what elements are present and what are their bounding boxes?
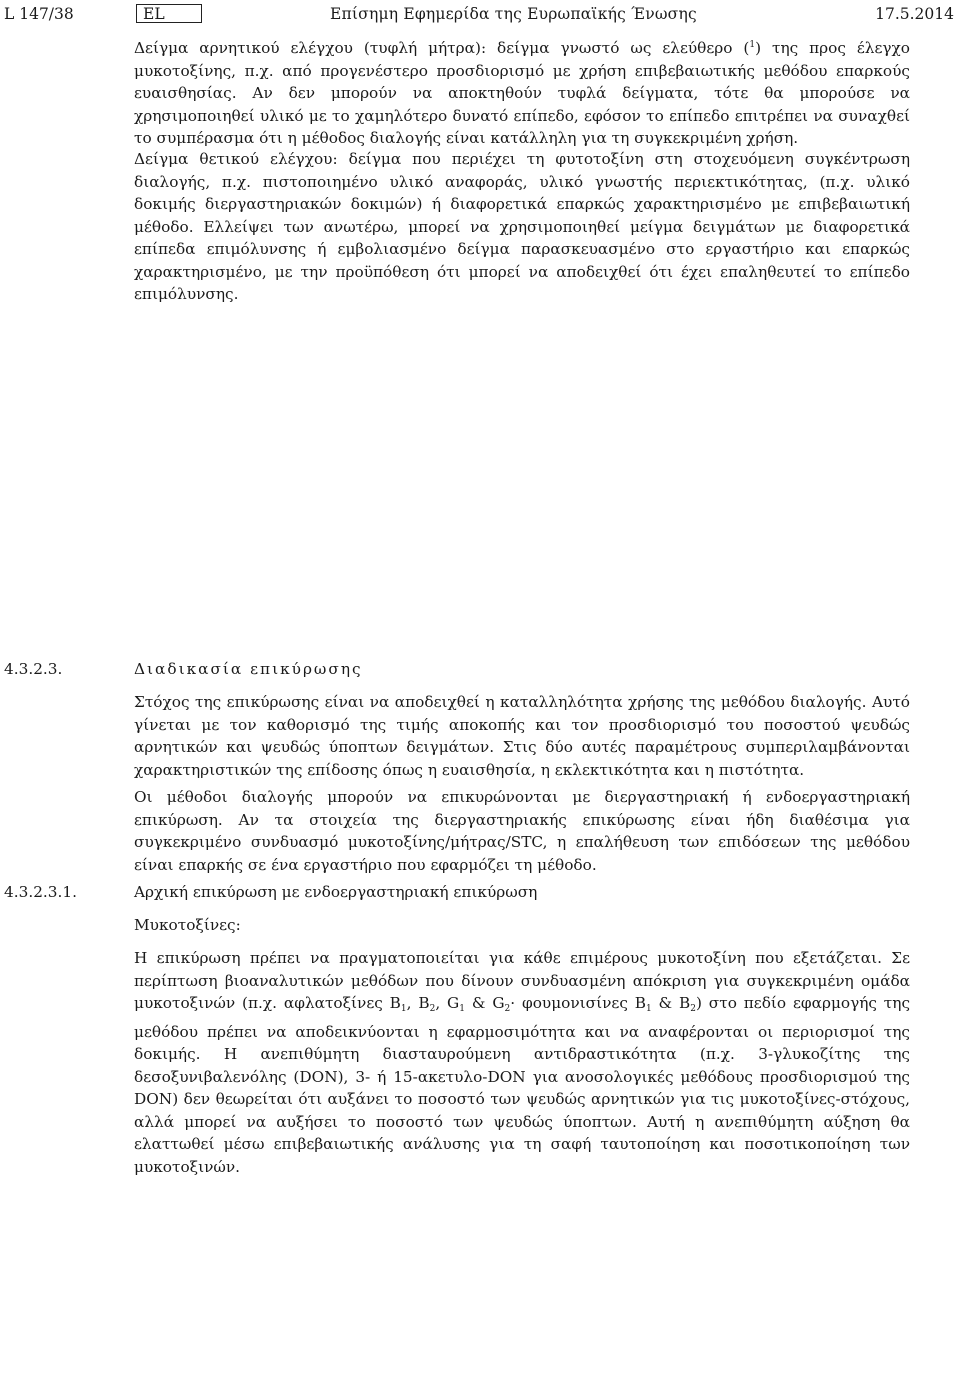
page-reference: L 147/38: [4, 5, 74, 23]
page-header: [4, 0, 956, 28]
section-title-4-3-2-3-1: Αρχική επικύρωση με ενδοεργαστηριακή επικύρωση: [134, 883, 538, 901]
mycotoxins-paragraph: Η επικύρωση πρέπει να πραγματοποιείται για κάθε επιμέρους μυκοτοξίνη που εξετάζεται. Σε περίπτωση βιοαναλυτικών μεθόδων που δίνουν συνδυασμένη απόκριση για συγκεκριμένη ομάδα μυκοτοξινών (π.χ. αφλατοξίνες $B_1$, $B_2$, $G_1$ & $G_2\cdot \varphi o\upsilon\mu o\nu\iota\sigma ί\nu\varepsilon\varsigma$ $B_1$ & $B_2$) στο πεδίο εφαρμογής της μεθόδου πρέπει να αποδεικνύονται η εφαρμοσιμότητα και να αναφέρονται οι περιορισμοί της δοκιμής. Η ανεπιθύμητη διασταυρούμενη αντιδραστικότητα (π.χ. 3-γλυκοζίτης της δεσοξυνιβαλενόλης (DON), 3- ή 15-ακετυλο-DON για ανοσολογικές μεθόδους προσδιορισμού της DON) δεν θεωρείται ότι αυξάνει το ποσοστό των ψευδώς αρνητικών για τις μυκοτοξίνες-στόχους, αλλά μπορεί να αυξήσει το ποσοστό των ψευδώς ύποπτων. Αυτή η ανεπιθύμητη αύξηση θα ελαττωθεί μέσω επιβεβαιωτικής ανάλυσης για τη σαφή ταυτοποίηση και ποσοτικοποίηση των μυκοτοξινών.: [134, 949, 911, 1176]
footnote-ref[interactable]: 1: [749, 40, 756, 50]
journal-title: Επίσημη Εφημερίδα της Ευρωπαϊκής Ένωσης: [330, 5, 697, 23]
section-title-4-3-2-3: Διαδικασία επικύρωσης: [134, 660, 363, 678]
publication-date: 17.5.2014: [875, 5, 954, 23]
section-number-4-3-2-3-1: 4.3.2.3.1.: [4, 883, 77, 901]
language-box: EL: [136, 4, 202, 23]
validation-methods-paragraph: Οι μέθοδοι διαλογής μπορούν να επικυρώνονται με διεργαστηριακή ή ενδοεργαστηριακή επικύρωση. Αν τα στοιχεία της διεργαστηριακής επικύρωσης είναι ήδη διαθέσιμα για συγκεκριμένο συνδυασμό μυκοτοξίνης/μήτρας/STC, η επαλήθευση των επιδόσεων της μεθόδου είναι επαρκής σε ένα εργαστήριο που εφαρμόζει τη μέθοδο.: [134, 788, 910, 874]
negative-control-text: Δείγμα αρνητικού ελέγχου (τυφλή μήτρα): δείγμα γνωστό ως ελεύθερο (: [134, 39, 750, 57]
negative-control-paragraph: [134, 34, 910, 150]
positive-control-paragraph: Δείγμα θετικού ελέγχου: δείγμα που περιέχει τη φυτοτοξίνη στη στοχευόμενη συγκέντρωση διαλογής, π.χ. πιστοποιημένο υλικό αναφοράς, υλικό γνωστής περιεκτικότητας, (π.χ. υλικό δοκιμής διεργαστηριακών δοκιμών) ή διαφορετικά επαρκώς χαρακτηρισμένο με επιβεβαιωτική μέθοδο. Ελλείψει των ανωτέρω, μπορεί να χρησιμοποιηθεί μείγμα δειγμάτων με διαφορετικά επίπεδα επιμόλυνσης ή εμβολιασμένο δείγμα παρασκευασμένο στο εργαστήριο και επαρκώς χαρακτηρισμένο, με την προϋπόθεση ότι μπορεί να αποδειχθεί ότι έχει επαληθευτεί το επίπεδο επιμόλυνσης.: [134, 150, 910, 303]
mycotoxins-label: Μυκοτοξίνες:: [134, 916, 241, 934]
section-number-4-3-2-3: 4.3.2.3.: [4, 660, 63, 678]
validation-purpose-paragraph: Στόχος της επικύρωσης είναι να αποδειχθεί η καταλληλότητα χρήσης της μεθόδου διαλογής. Αυτό γίνεται με τον καθορισμό της τιμής αποκοπής και τον προσδιορισμό του ποσοστού ψευδώς αρνητικών και ψευδώς ύποπτων δειγμάτων. Στις δύο αυτές παραμέτρους συμπεριλαμβάνονται χαρακτηριστικών της επίδοσης όπως η ευαισθησία, η εκλεκτικότητα και η πιστότητα.: [134, 693, 910, 779]
negative-control-text-cont: ) της προς έλεγχο μυκοτοξίνης, π.χ. από προγενέστερο προσδιορισμό με χρήση επιβεβαιωτικής μεθόδου επαρκούς ευαισθησίας. Αν δεν μπορούν να αποκτηθούν τυφλά δείγματα, τότε θα μπορούσε να χρησιμοποιηθεί υλικό με το χαμηλότερο δυνατό επίπεδο, εφόσον το επίπεδο επιτρέπει να συναχθεί το συμπέρασμα ότι η μέθοδος διαλογής είναι κατάλληλη για τη συγκεκριμένη χρήση.: [134, 39, 910, 147]
